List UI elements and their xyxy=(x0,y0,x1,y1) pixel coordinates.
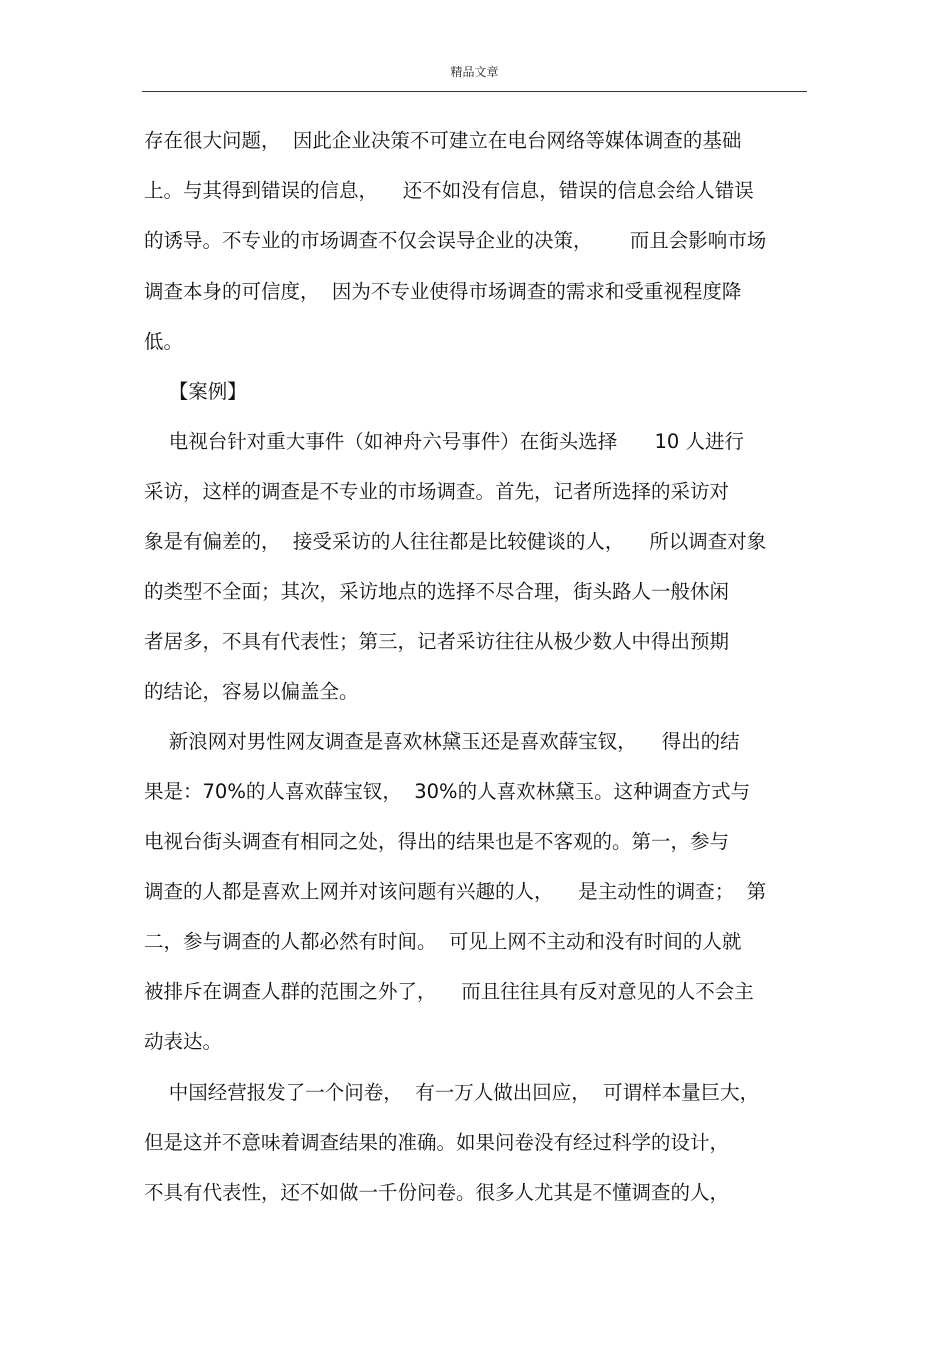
header-divider xyxy=(142,91,807,92)
text-line: 低。 xyxy=(144,330,184,353)
text-line: 存在很大问题， 因此企业决策不可建立在电台网络等媒体调查的基础 xyxy=(144,129,742,152)
text-line: 果是：70%的人喜欢薛宝钗， 30%的人喜欢林黛玉。这种调查方式与 xyxy=(144,780,751,803)
text-line: 但是这并不意味着调查结果的准确。如果问卷没有经过科学的设计， xyxy=(144,1131,730,1154)
text-line: 的结论，容易以偏盖全。 xyxy=(144,680,359,703)
text-line: 象是有偏差的， 接受采访的人往往都是比较健谈的人， 所以调查对象 xyxy=(144,530,767,553)
text-line: 中国经营报发了一个问卷， 有一万人做出回应， 可谓样本量巨大， xyxy=(144,1081,760,1104)
text-line: 上。与其得到错误的信息， 还不如没有信息，错误的信息会给人错误 xyxy=(144,179,754,202)
text-line: 电视台针对重大事件（如神舟六号事件）在街头选择 10 人进行 xyxy=(144,430,744,453)
text-line: 的类型不全面；其次，采访地点的选择不尽合理，街头路人一般休闲 xyxy=(144,580,730,603)
text-line: 调查的人都是喜欢上网并对该问题有兴趣的人， 是主动性的调查； 第 xyxy=(144,880,767,903)
text-line: 不具有代表性，还不如做一千份问卷。很多人尤其是不懂调查的人， xyxy=(144,1181,730,1204)
text-line: 电视台街头调查有相同之处，得出的结果也是不客观的。第一，参与 xyxy=(144,830,730,853)
case-heading: 【案例】 xyxy=(144,380,247,403)
text-line: 者居多，不具有代表性；第三，记者采访往往从极少数人中得出预期 xyxy=(144,630,730,653)
text-line: 采访，这样的调查是不专业的市场调查。首先，记者所选择的采访对 xyxy=(144,480,730,503)
text-line: 调查本身的可信度， 因为不专业使得市场调查的需求和受重视程度降 xyxy=(144,280,742,303)
text-line: 的诱导。不专业的市场调查不仅会误导企业的决策， 而且会影响市场 xyxy=(144,229,767,252)
text-line: 新浪网对男性网友调查是喜欢林黛玉还是喜欢薛宝钗， 得出的结 xyxy=(144,730,740,753)
text-line: 二，参与调查的人都必然有时间。 可见上网不主动和没有时间的人就 xyxy=(144,930,742,953)
page-header: 精品文章 xyxy=(450,65,499,79)
text-line: 动表达。 xyxy=(144,1030,223,1053)
text-line: 被排斥在调查人群的范围之外了， 而且往往具有反对意见的人不会主 xyxy=(144,980,754,1003)
